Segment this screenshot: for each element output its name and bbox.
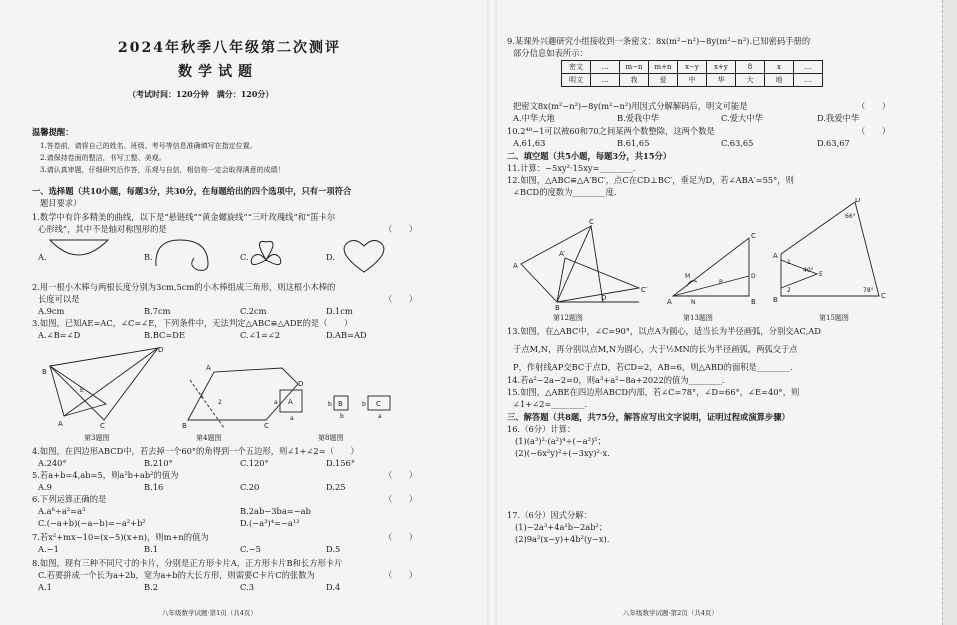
- q9-stem-2: 部分信息如表所示：: [513, 48, 588, 58]
- plain-cell: 中: [678, 74, 707, 87]
- cipher-cell: x+y: [707, 61, 736, 74]
- q7-opt-c: C.−5: [240, 544, 261, 554]
- card-c-side: b: [362, 401, 366, 408]
- q9-opt-b: B.爱我中华: [617, 113, 659, 123]
- q8-opt-a: A.1: [38, 582, 52, 592]
- q16-part-1: (1)(a³)²·(a²)⁴÷(−a²)⁵；: [515, 436, 606, 446]
- q8-paren: （ ）: [384, 570, 418, 580]
- svg-text:D: D: [601, 294, 607, 302]
- q10-paren: （ ）: [857, 126, 891, 136]
- svg-text:B: B: [182, 422, 187, 430]
- q6-opt-c: C.(−a+b)(−a−b)=−a²+b²: [38, 518, 146, 528]
- svg-text:N: N: [691, 299, 696, 306]
- tip-1: 1.答卷前，请将自己的姓名、班级、考号等信息准确填写在指定位置。: [40, 142, 257, 150]
- q10-stem: 10.2⁴⁸−1可以被60和70之间某两个数整除，这两个数是: [507, 126, 715, 136]
- q7-opt-a: A.−1: [38, 544, 59, 554]
- q2-paren: （ ）: [384, 294, 418, 304]
- cipher-row: [562, 61, 823, 74]
- q5-paren: （ ）: [384, 470, 418, 480]
- q7-paren: （ ）: [384, 532, 418, 542]
- figure-q8-cards: [274, 390, 390, 422]
- svg-text:2: 2: [218, 399, 222, 406]
- svg-text:M: M: [685, 273, 691, 280]
- q2-opt-d: D.1cm: [326, 306, 353, 316]
- cipher-cell: …: [794, 61, 823, 74]
- q6-opt-d: D.(−a³)⁴=−a¹²: [240, 518, 300, 528]
- exam-info: （考试时间：120分钟 满分：120分）: [128, 89, 274, 99]
- plain-cell: …: [591, 74, 620, 87]
- footer-page-1: 八年级数学试题·第1页（共4页）: [162, 609, 257, 617]
- card-label-b: B: [338, 400, 343, 408]
- svg-text:A: A: [58, 420, 63, 428]
- svg-text:E: E: [80, 387, 84, 394]
- q3-opt-d: D.AB=AD: [326, 330, 367, 340]
- plain-cell: 华: [707, 74, 736, 87]
- q5-opt-a: A.9: [38, 482, 52, 492]
- caption-q15: 第15题图: [819, 314, 849, 322]
- cardioid-heart: [344, 240, 384, 272]
- section3-heading: 三、解答题（共8题，共75分，解答应写出文字说明，证明过程或演算步骤）: [507, 412, 790, 422]
- q9-opt-d: D.我爱中华: [817, 113, 860, 123]
- card-b-bottom: b: [340, 413, 344, 420]
- plain-cell: 明文: [562, 74, 591, 87]
- cipher-cell: m−n: [620, 61, 649, 74]
- q9-paren: （ ）: [857, 101, 891, 111]
- plain-cell: 大: [736, 74, 765, 87]
- tips-heading: 温馨提醒：: [32, 127, 74, 137]
- q15-stem: 15.如图，△ABE在四边形ABCD内部，若∠C=78°，∠D=66°，∠E=40°，则: [507, 387, 800, 397]
- q3-stem: 3.如图，已知AE=AC，∠C=∠E，下列条件中，无法判定△ABC≌△ADE的是（ ）: [32, 318, 353, 328]
- q10-opt-d: D.63,67: [817, 138, 850, 148]
- q8-opt-c: C.3: [240, 582, 254, 592]
- exam-title: 2024年秋季八年级第二次测评: [118, 40, 341, 56]
- svg-text:2: 2: [787, 287, 791, 294]
- page-fold: [487, 0, 497, 625]
- svg-text:A′: A′: [559, 250, 566, 258]
- q7-opt-d: D.5: [326, 544, 341, 554]
- q5-stem: 5.若a+b=4,ab=5，则a²b+ab²的值为: [32, 470, 179, 480]
- q3-opt-a: A.∠B=∠D: [38, 330, 81, 340]
- q11: 11.计算：−5xy²·15xy=________.: [507, 163, 636, 173]
- catenary-curve: [50, 240, 108, 255]
- section1-heading: 一、选择题（共10小题，每题3分，共30分，在每题给出的四个选项中，只有一项符合: [32, 186, 352, 196]
- q15-stem-2: ∠1+∠2=________.: [513, 399, 588, 409]
- figure-q4: [182, 364, 303, 430]
- svg-text:C′: C′: [641, 286, 648, 294]
- q4-opt-a: A.240°: [38, 458, 67, 468]
- q16-part-2: (2)(−6x²y)²÷(−3xy)²·x.: [515, 448, 610, 458]
- q10-opt-c: C.63,65: [721, 138, 754, 148]
- caption-q4: 第4题图: [196, 434, 222, 442]
- svg-text:C: C: [751, 232, 756, 240]
- svg-text:40°: 40°: [803, 267, 814, 274]
- q4-opt-c: C.120°: [240, 458, 269, 468]
- q3-opt-b: B.BC=DE: [144, 330, 185, 340]
- cipher-cell: 密文: [562, 61, 591, 74]
- card-c-bottom: a: [378, 413, 382, 420]
- q16-stem: 16.（6分）计算：: [507, 424, 576, 434]
- svg-text:D: D: [855, 198, 861, 204]
- tip-3: 3.请认真审题，仔细研究后作答，乐观与自信，相信你一定会取得满意的成绩！: [40, 166, 285, 174]
- svg-text:P: P: [719, 279, 723, 286]
- golden-spiral: [156, 240, 208, 270]
- svg-text:A: A: [513, 262, 518, 270]
- q1-opt-b: B.: [144, 252, 153, 262]
- card-a-side: a: [274, 399, 278, 406]
- figures-row-2: [511, 198, 911, 310]
- svg-text:D: D: [158, 346, 164, 354]
- q3-opt-c: C.∠1=∠2: [240, 330, 281, 340]
- q10-opt-a: A.61,63: [513, 138, 546, 148]
- svg-text:B: B: [555, 304, 560, 310]
- q6-opt-a: A.a⁶÷a²=a³: [38, 506, 86, 516]
- caption-q12: 第12题图: [553, 314, 583, 322]
- svg-text:C: C: [881, 292, 886, 300]
- q7-stem: 7.若x²+mx−10=(x−5)(x+n)，则m+n的值为: [32, 532, 209, 542]
- q2-stem-2: 长度可以是: [38, 294, 80, 304]
- cipher-cell: m+n: [649, 61, 678, 74]
- q17-part-1: (1)−2a³+4a²b−2ab²；: [515, 522, 608, 532]
- svg-text:1: 1: [200, 393, 204, 400]
- svg-text:B: B: [773, 296, 778, 304]
- q4-stem: 4.如图，在四边形ABCD中，若去掉一个60°的角得到一个五边形，则∠1+∠2=（ ）: [32, 446, 359, 456]
- svg-text:B: B: [751, 298, 756, 306]
- caption-q13: 第13题图: [683, 314, 713, 322]
- q12-stem-2: ∠BCD的度数为________度.: [513, 187, 617, 197]
- figure-q15: [773, 198, 886, 304]
- svg-text:D: D: [751, 273, 756, 280]
- svg-text:C: C: [100, 422, 105, 430]
- cipher-table: [561, 60, 823, 87]
- svg-text:D: D: [298, 380, 304, 388]
- q1-opt-c: C.: [240, 252, 249, 262]
- svg-text:A: A: [773, 252, 778, 260]
- tip-2: 2.请保持卷面的整洁，书写工整、美观。: [40, 154, 166, 162]
- figures-row-1: [40, 344, 460, 430]
- q2-stem: 2.用一根小木棒与两根长度分别为3cm,5cm的小木棒组成三角形，则这根小木棒的: [32, 282, 336, 292]
- plain-row: [562, 74, 823, 87]
- plain-cell: 爱: [649, 74, 678, 87]
- q5-opt-d: D.25: [326, 482, 346, 492]
- svg-text:66°: 66°: [845, 213, 856, 220]
- q7-opt-b: B.1: [144, 544, 159, 554]
- q1-stem-2: 心形线”，其中不是轴对称图形的是: [38, 224, 167, 234]
- q8-opt-b: B.2: [144, 582, 159, 592]
- q2-opt-c: C.2cm: [240, 306, 267, 316]
- card-label-c: C: [376, 400, 381, 408]
- q12-stem: 12.如图，△ABC≌△A′BC′，点C在CD⊥BC′，垂足为D，若∠ABA′=55°，则: [507, 175, 794, 185]
- q2-opt-b: B.7cm: [144, 306, 171, 316]
- exam-subject: 数学试题: [178, 64, 258, 80]
- footer-page-2: 八年级数学试题·第2页（共4页）: [623, 609, 718, 617]
- svg-text:A: A: [667, 298, 672, 306]
- cipher-cell: x−y: [678, 61, 707, 74]
- q14: 14.若a²−2a−2=0，则a³+a²−8a+2022的值为________.: [507, 375, 725, 385]
- q9-opt-c: C.爱大中华: [721, 113, 763, 123]
- q17-stem: 17.（6分）因式分解：: [507, 510, 592, 520]
- q9-stem-3: 把密文8x(m²−n²)−8y(m²−n²)用因式分解解码后，明文可能是: [513, 101, 748, 111]
- q4-opt-d: D.156°: [326, 458, 355, 468]
- q5-opt-c: C.20: [240, 482, 260, 492]
- q1-curve-figures: [48, 236, 448, 276]
- figure-q12: [513, 218, 648, 310]
- q8-stem: 8.如图，现有三种不同尺寸的卡片，分别是正方形卡片A，正方形卡片B和长方形卡片: [32, 558, 343, 568]
- q13-stem-3: P，作射线AP交BC于点D，若CD=2，AB=6，则△ABD的面积是________.: [513, 362, 793, 372]
- q10-opt-b: B.61,65: [617, 138, 650, 148]
- q6-opt-b: B.2ab−3ba=−ab: [240, 506, 311, 516]
- svg-text:1: 1: [787, 259, 791, 266]
- figure-q3: [42, 346, 163, 430]
- q1-paren: （ ）: [384, 224, 418, 234]
- q17-part-2: (2)9a²(x−y)+4b²(y−x).: [515, 534, 610, 544]
- section1-heading-2: 题目要求）: [40, 198, 82, 208]
- q6-stem: 6.下列运算正确的是: [32, 494, 107, 504]
- q9-stem: 9.某课外兴趣研究小组接收到一条密文：8x(m²−n²)−8y(m²−n²).已知密码手册的: [507, 36, 811, 46]
- plain-cell: 我: [620, 74, 649, 87]
- svg-text:C: C: [264, 422, 269, 430]
- cipher-cell: 8: [736, 61, 765, 74]
- svg-text:B: B: [42, 368, 47, 376]
- plain-cell: 地: [765, 74, 794, 87]
- card-b-side: b: [328, 401, 332, 408]
- q8-stem-2: C.若要拼成一个长为a+2b，宽为a+b的大长方形，则需要C卡片C的张数为: [38, 570, 315, 580]
- q1-opt-a: A.: [38, 252, 47, 262]
- q4-opt-b: B.210°: [144, 458, 173, 468]
- svg-text:A: A: [206, 364, 211, 372]
- cipher-cell: x: [765, 61, 794, 74]
- q1-stem: 1.数学中有许多精美的曲线，以下是“悬链线”“黄金螺旋线”“三叶玫瑰线”和“笛卡尔: [32, 212, 336, 222]
- svg-text:78°: 78°: [863, 287, 874, 294]
- svg-text:C: C: [589, 218, 594, 226]
- plain-cell: …: [794, 74, 823, 87]
- q13-stem-2: 于点M,N，再分别以点M,N为圆心，大于½MN的长为半径画弧，两弧交于点: [513, 344, 798, 354]
- q1-opt-d: D.: [326, 252, 335, 262]
- card-a-bottom: a: [290, 415, 294, 422]
- caption-q3: 第3题图: [84, 434, 110, 442]
- q2-opt-a: A.9cm: [38, 306, 65, 316]
- q9-opt-a: A.中华大地: [513, 113, 555, 123]
- figure-q13: [667, 232, 756, 306]
- caption-q8: 第8题图: [318, 434, 344, 442]
- section2-heading: 二、填空题（共5小题，每题3分，共15分）: [507, 151, 672, 161]
- card-label-a: A: [288, 398, 293, 406]
- q5-opt-b: B.16: [144, 482, 164, 492]
- q8-opt-d: D.4: [326, 582, 341, 592]
- svg-text:E: E: [819, 271, 823, 278]
- cipher-cell: …: [591, 61, 620, 74]
- q6-paren: （ ）: [384, 494, 418, 504]
- binding-edge: [942, 0, 957, 625]
- three-leaf-rose: [251, 241, 280, 264]
- q13-stem: 13.如图，在△ABC中，∠C=90°，以点A为圆心，适当长为半径画弧，分别交AC,AD: [507, 326, 821, 336]
